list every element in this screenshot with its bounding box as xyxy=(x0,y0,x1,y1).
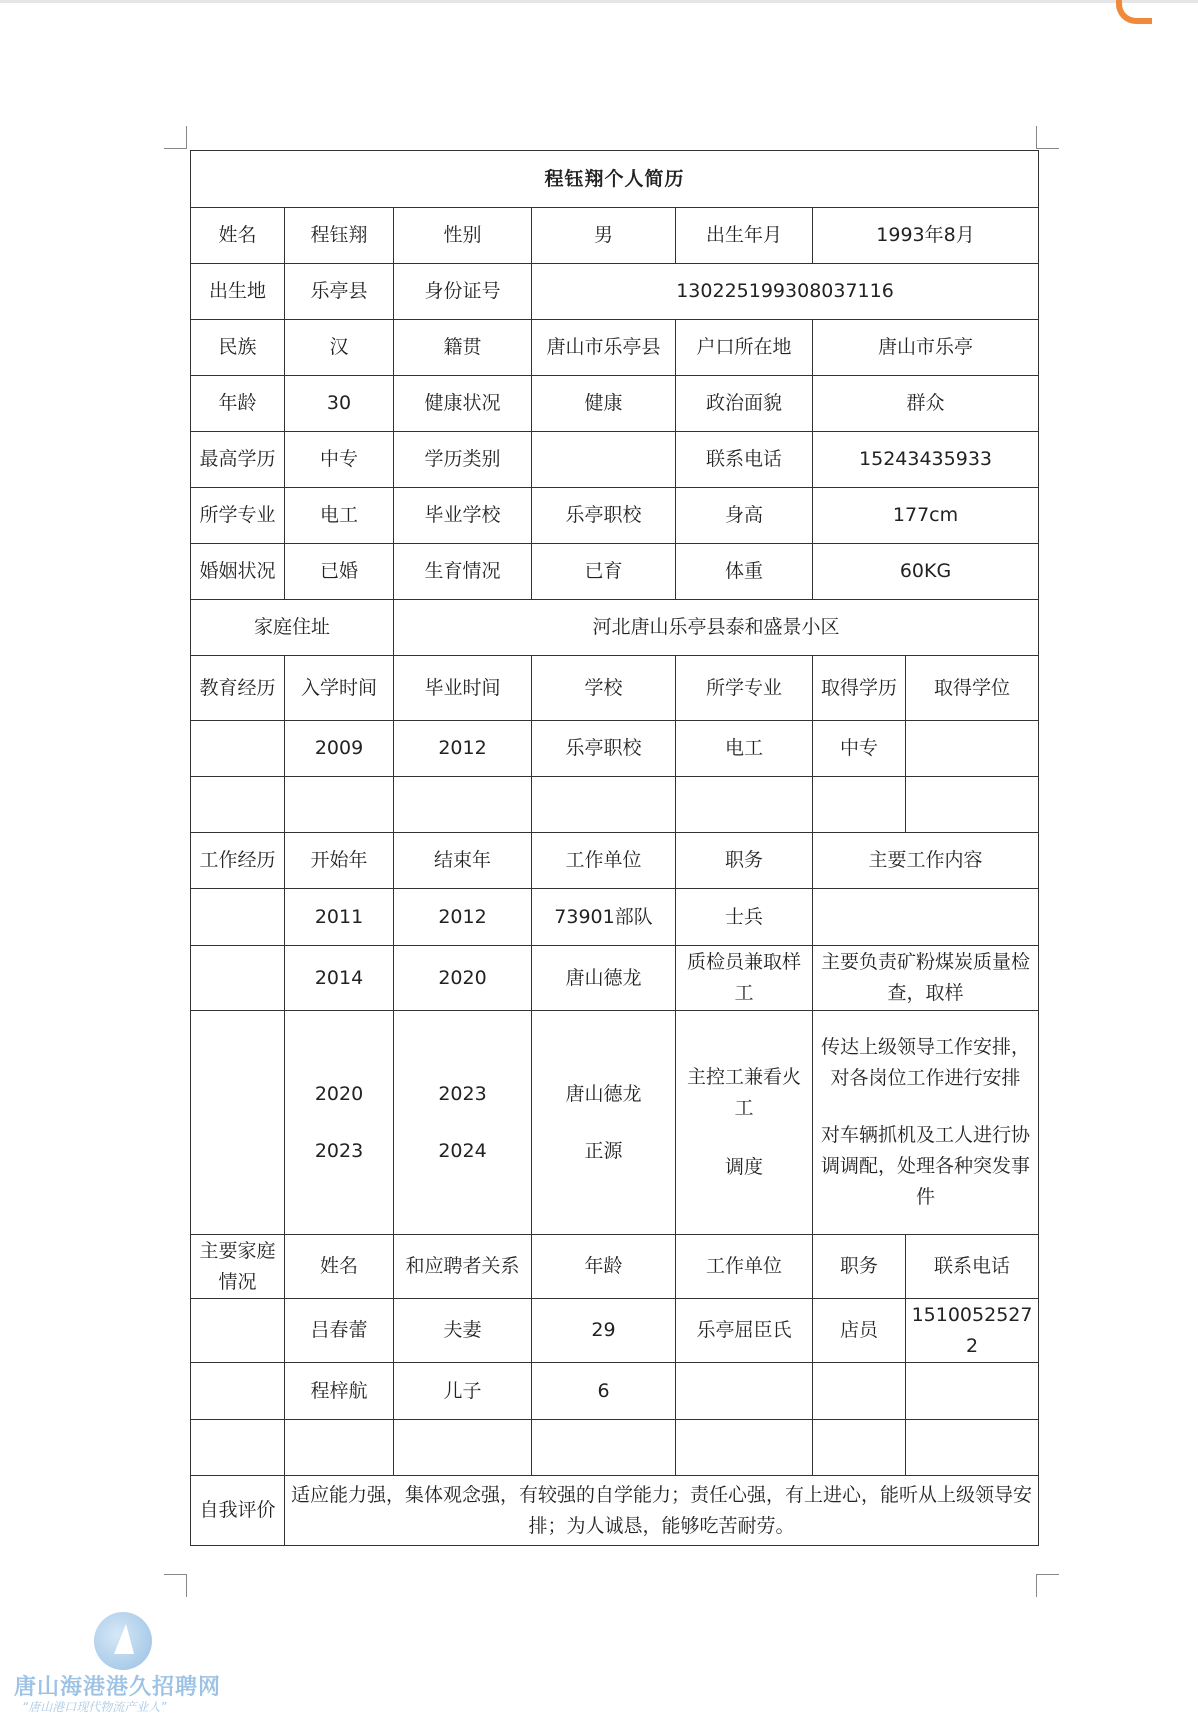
family-cell xyxy=(676,1420,813,1476)
family-cell: 程梓航 xyxy=(285,1363,394,1420)
label-birth: 出生年月 xyxy=(676,208,813,264)
basic-row-7 xyxy=(191,544,1039,600)
edu-cell: 2009 xyxy=(285,721,394,777)
label-height: 身高 xyxy=(676,488,813,544)
family-cell xyxy=(191,1363,285,1420)
work-cell xyxy=(191,946,285,1011)
value-native-place: 唐山市乐亭县 xyxy=(532,320,676,376)
basic-row-2 xyxy=(191,264,1039,320)
crop-mark-bottom-right xyxy=(1036,1574,1059,1597)
value-political: 群众 xyxy=(813,376,1039,432)
work-cell: 73901部队 xyxy=(532,889,676,946)
family-cell xyxy=(906,1363,1039,1420)
family-header-section: 主要家庭情况 xyxy=(191,1235,285,1299)
work-start-cell xyxy=(285,1011,394,1235)
family-cell xyxy=(813,1363,906,1420)
edu-cell xyxy=(191,777,285,833)
education-header-row xyxy=(191,656,1039,721)
label-marital: 婚姻状况 xyxy=(191,544,285,600)
family-cell: 店员 xyxy=(813,1299,906,1363)
self-eval-row xyxy=(191,1476,1039,1546)
family-header-row xyxy=(191,1235,1039,1299)
value-height: 177cm xyxy=(813,488,1039,544)
value-marital: 已婚 xyxy=(285,544,394,600)
family-cell xyxy=(191,1420,285,1476)
work-header-unit: 工作单位 xyxy=(532,833,676,889)
value-children: 已育 xyxy=(532,544,676,600)
work-end-cell xyxy=(394,1011,532,1235)
label-edu-type: 学历类别 xyxy=(394,432,532,488)
value-education: 中专 xyxy=(285,432,394,488)
edu-cell xyxy=(676,777,813,833)
label-education: 最高学历 xyxy=(191,432,285,488)
title-row xyxy=(191,151,1039,208)
label-age: 年龄 xyxy=(191,376,285,432)
edu-header-school: 学校 xyxy=(532,656,676,721)
work-header-section: 工作经历 xyxy=(191,833,285,889)
label-gender: 性别 xyxy=(394,208,532,264)
watermark-title: 唐山海港港久招聘网 xyxy=(14,1675,222,1700)
crop-mark-top-right xyxy=(1036,126,1059,149)
edu-cell: 中专 xyxy=(813,721,906,777)
label-id-number: 身份证号 xyxy=(394,264,532,320)
work-post-a: 主控工兼看火工 xyxy=(686,1066,801,1119)
work-cell xyxy=(191,1011,285,1235)
work-end-b: 2024 xyxy=(438,1139,487,1162)
work-cell xyxy=(813,889,1039,946)
label-household: 户口所在地 xyxy=(676,320,813,376)
work-cell: 2012 xyxy=(394,889,532,946)
family-cell xyxy=(813,1420,906,1476)
watermark xyxy=(14,1610,234,1714)
work-unit-cell xyxy=(532,1011,676,1235)
family-header-age: 年龄 xyxy=(532,1235,676,1299)
family-cell xyxy=(906,1420,1039,1476)
work-cell: 2011 xyxy=(285,889,394,946)
work-cell: 2020 xyxy=(394,946,532,1011)
edu-cell xyxy=(813,777,906,833)
basic-row-3 xyxy=(191,320,1039,376)
family-cell: 夫妻 xyxy=(394,1299,532,1363)
edu-cell xyxy=(394,777,532,833)
work-row xyxy=(191,946,1039,1011)
value-health: 健康 xyxy=(532,376,676,432)
work-post-cell xyxy=(676,1011,813,1235)
family-header-relation: 和应聘者关系 xyxy=(394,1235,532,1299)
label-name: 姓名 xyxy=(191,208,285,264)
family-header-name: 姓名 xyxy=(285,1235,394,1299)
work-cell: 唐山德龙 xyxy=(532,946,676,1011)
work-unit-b: 正源 xyxy=(584,1139,623,1162)
family-header-unit: 工作单位 xyxy=(676,1235,813,1299)
value-birthplace: 乐亭县 xyxy=(285,264,394,320)
work-cell: 质检员兼取样工 xyxy=(676,946,813,1011)
edu-header-section: 教育经历 xyxy=(191,656,285,721)
family-header-phone: 联系电话 xyxy=(906,1235,1039,1299)
family-cell: 6 xyxy=(532,1363,676,1420)
work-end-a: 2023 xyxy=(438,1082,487,1105)
crop-mark-top-left xyxy=(164,126,187,149)
edu-header-start: 入学时间 xyxy=(285,656,394,721)
label-birthplace: 出生地 xyxy=(191,264,285,320)
address-row xyxy=(191,600,1039,656)
label-children: 生育情况 xyxy=(394,544,532,600)
work-header-end: 结束年 xyxy=(394,833,532,889)
work-header-start: 开始年 xyxy=(285,833,394,889)
value-household: 唐山市乐亭 xyxy=(813,320,1039,376)
watermark-slogan: “唐山港口现代物流产业人” xyxy=(22,1700,167,1714)
work-cell: 主要负责矿粉煤炭质量检查，取样 xyxy=(813,946,1039,1011)
family-cell: 乐亭屈臣氏 xyxy=(676,1299,813,1363)
value-id-number: 130225199308037116 xyxy=(532,264,1039,320)
work-row-multi xyxy=(191,1011,1039,1235)
education-row xyxy=(191,777,1039,833)
basic-row-5 xyxy=(191,432,1039,488)
education-row xyxy=(191,721,1039,777)
label-health: 健康状况 xyxy=(394,376,532,432)
family-cell: 儿子 xyxy=(394,1363,532,1420)
family-row xyxy=(191,1420,1039,1476)
work-start-a: 2020 xyxy=(314,1082,364,1105)
corner-decoration xyxy=(1116,0,1152,24)
value-major: 电工 xyxy=(285,488,394,544)
family-cell xyxy=(676,1363,813,1420)
family-cell: 15100525272 xyxy=(906,1299,1039,1363)
work-cell xyxy=(191,889,285,946)
basic-row-4 xyxy=(191,376,1039,432)
value-edu-type xyxy=(532,432,676,488)
label-ethnicity: 民族 xyxy=(191,320,285,376)
resume-title: 程钰翔个人简历 xyxy=(191,151,1039,208)
basic-row-6 xyxy=(191,488,1039,544)
label-native-place: 籍贯 xyxy=(394,320,532,376)
label-address: 家庭住址 xyxy=(191,600,394,656)
family-row xyxy=(191,1363,1039,1420)
edu-cell: 乐亭职校 xyxy=(532,721,676,777)
sail-icon xyxy=(114,1624,134,1654)
edu-cell xyxy=(532,777,676,833)
edu-cell xyxy=(191,721,285,777)
value-gender: 男 xyxy=(532,208,676,264)
label-school: 毕业学校 xyxy=(394,488,532,544)
value-birth: 1993年8月 xyxy=(813,208,1039,264)
basic-row-1 xyxy=(191,208,1039,264)
family-cell xyxy=(191,1299,285,1363)
top-border xyxy=(0,0,1198,3)
edu-cell: 电工 xyxy=(676,721,813,777)
work-cell: 士兵 xyxy=(676,889,813,946)
label-political: 政治面貌 xyxy=(676,376,813,432)
self-eval-text: 适应能力强，集体观念强，有较强的自学能力；责任心强，有上进心，能听从上级领导安排；为人诚恳，能够吃苦耐劳。 xyxy=(285,1476,1039,1546)
work-content-b: 对车辆抓机及工人进行协调调配，处理各种突发事件 xyxy=(821,1124,1031,1208)
work-content-cell xyxy=(813,1011,1039,1235)
self-eval-label: 自我评价 xyxy=(191,1476,285,1546)
family-cell xyxy=(394,1420,532,1476)
value-school: 乐亭职校 xyxy=(532,488,676,544)
work-post-b: 调度 xyxy=(724,1156,763,1178)
value-ethnicity: 汉 xyxy=(285,320,394,376)
edu-cell xyxy=(906,777,1039,833)
value-name: 程钰翔 xyxy=(285,208,394,264)
resume-table xyxy=(190,150,1039,1546)
value-age: 30 xyxy=(285,376,394,432)
edu-header-title: 取得学位 xyxy=(906,656,1039,721)
edu-cell xyxy=(906,721,1039,777)
edu-header-degree: 取得学历 xyxy=(813,656,906,721)
work-header-row xyxy=(191,833,1039,889)
work-row xyxy=(191,889,1039,946)
edu-cell xyxy=(285,777,394,833)
edu-header-major: 所学专业 xyxy=(676,656,813,721)
edu-cell: 2012 xyxy=(394,721,532,777)
family-row xyxy=(191,1299,1039,1363)
value-weight: 60KG xyxy=(813,544,1039,600)
crop-mark-bottom-left xyxy=(164,1574,187,1597)
label-weight: 体重 xyxy=(676,544,813,600)
work-header-content: 主要工作内容 xyxy=(813,833,1039,889)
edu-header-end: 毕业时间 xyxy=(394,656,532,721)
family-cell: 29 xyxy=(532,1299,676,1363)
value-phone: 15243435933 xyxy=(813,432,1039,488)
family-cell xyxy=(285,1420,394,1476)
family-cell: 吕春蕾 xyxy=(285,1299,394,1363)
label-phone: 联系电话 xyxy=(676,432,813,488)
value-address: 河北唐山乐亭县泰和盛景小区 xyxy=(394,600,1039,656)
family-cell xyxy=(532,1420,676,1476)
work-unit-a: 唐山德龙 xyxy=(565,1082,642,1105)
label-major: 所学专业 xyxy=(191,488,285,544)
work-cell: 2014 xyxy=(285,946,394,1011)
work-content-a: 传达上级领导工作安排，对各岗位工作进行安排 xyxy=(821,1036,1031,1089)
work-header-post: 职务 xyxy=(676,833,813,889)
family-header-post: 职务 xyxy=(813,1235,906,1299)
work-start-b: 2023 xyxy=(314,1139,364,1162)
